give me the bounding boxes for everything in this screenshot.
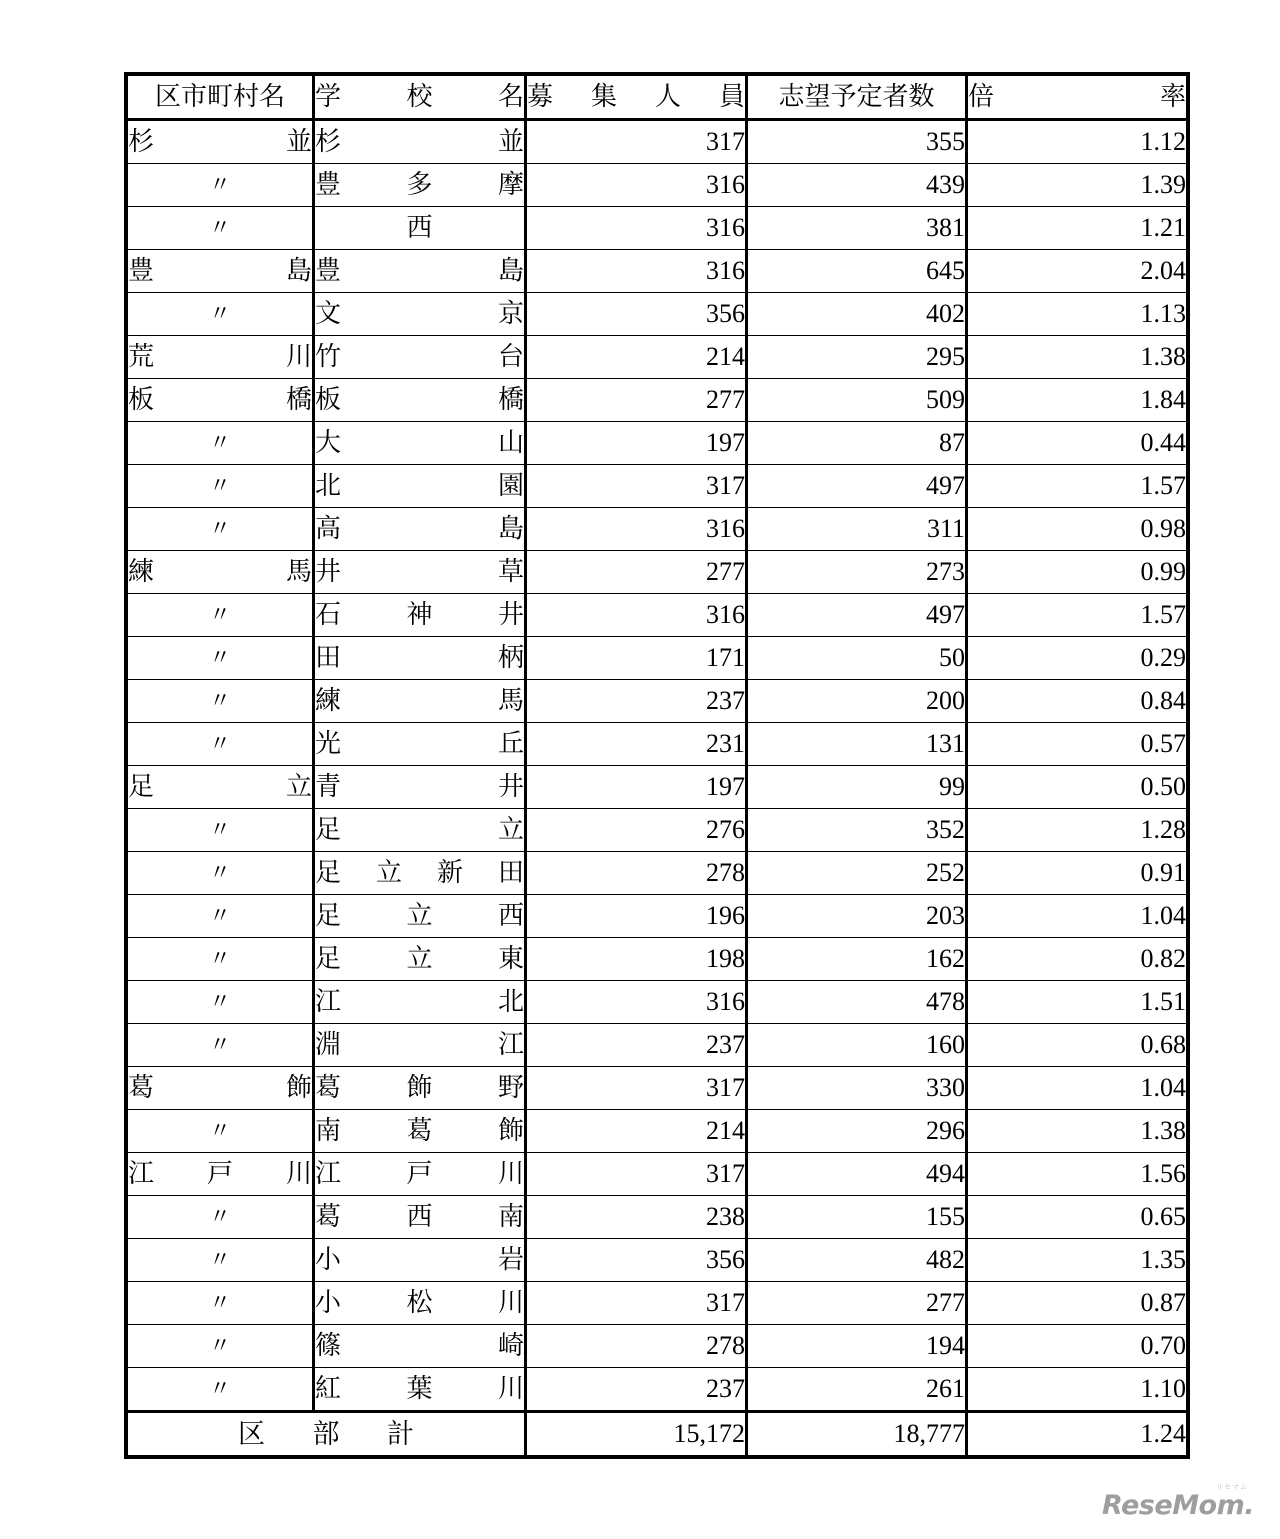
cell-capacity: 356	[526, 293, 747, 336]
cell-municipality-ditto: 〃	[126, 207, 314, 250]
cell-school-name: 南葛飾	[314, 1110, 526, 1153]
cell-applicants: 311	[747, 508, 967, 551]
cell-school-name: 江北	[314, 981, 526, 1024]
cell-capacity: 316	[526, 594, 747, 637]
cell-applicants: 194	[747, 1325, 967, 1368]
table-row	[126, 895, 1188, 938]
cell-municipality: 荒川	[126, 336, 314, 379]
cell-applicants: 203	[747, 895, 967, 938]
cell-capacity: 356	[526, 1239, 747, 1282]
cell-applicants: 87	[747, 422, 967, 465]
cell-capacity: 196	[526, 895, 747, 938]
column-header-applicants-label: 志望予定者数	[778, 82, 935, 111]
cell-applicants: 200	[747, 680, 967, 723]
cell-capacity: 237	[526, 1024, 747, 1067]
cell-applicants: 497	[747, 594, 967, 637]
cell-capacity: 317	[526, 120, 747, 164]
table-row	[126, 120, 1188, 164]
cell-capacity: 316	[526, 981, 747, 1024]
cell-ratio: 1.56	[967, 1153, 1189, 1196]
cell-municipality-ditto: 〃	[126, 852, 314, 895]
table-row	[126, 852, 1188, 895]
table-row	[126, 938, 1188, 981]
cell-municipality: 練馬	[126, 551, 314, 594]
cell-applicants: 162	[747, 938, 967, 981]
cell-capacity: 214	[526, 1110, 747, 1153]
table-row	[126, 551, 1188, 594]
cell-municipality-ditto: 〃	[126, 1239, 314, 1282]
table-row	[126, 981, 1188, 1024]
stats-table-container	[124, 72, 1186, 1459]
cell-school-name: 光丘	[314, 723, 526, 766]
column-header-municipality-label: 区市町村名	[154, 82, 285, 111]
cell-applicants: 295	[747, 336, 967, 379]
table-row	[126, 1239, 1188, 1282]
cell-capacity: 197	[526, 766, 747, 809]
cell-school-name: 紅葉川	[314, 1368, 526, 1412]
column-header-school-label: 学校名	[315, 82, 524, 111]
cell-school-name: 小松川	[314, 1282, 526, 1325]
cell-applicants: 296	[747, 1110, 967, 1153]
cell-ratio: 0.50	[967, 766, 1189, 809]
cell-ratio: 0.99	[967, 551, 1189, 594]
cell-total-applicants: 18,777	[747, 1412, 967, 1458]
cell-municipality: 板橋	[126, 379, 314, 422]
cell-applicants: 381	[747, 207, 967, 250]
cell-ratio: 0.70	[967, 1325, 1189, 1368]
cell-applicants: 277	[747, 1282, 967, 1325]
table-row	[126, 1067, 1188, 1110]
cell-capacity: 237	[526, 1368, 747, 1412]
cell-ratio: 0.68	[967, 1024, 1189, 1067]
table-row	[126, 250, 1188, 293]
cell-capacity: 317	[526, 1153, 747, 1196]
resemom-watermark	[1102, 1482, 1254, 1521]
table-row	[126, 293, 1188, 336]
cell-ratio: 1.38	[967, 1110, 1189, 1153]
cell-applicants: 273	[747, 551, 967, 594]
table-header	[126, 74, 1188, 120]
cell-capacity: 214	[526, 336, 747, 379]
table-row	[126, 1368, 1188, 1412]
cell-capacity: 278	[526, 852, 747, 895]
cell-ratio: 1.12	[967, 120, 1189, 164]
cell-capacity: 316	[526, 207, 747, 250]
cell-municipality-ditto: 〃	[126, 422, 314, 465]
table-row	[126, 1110, 1188, 1153]
cell-ratio: 0.91	[967, 852, 1189, 895]
table-body	[126, 120, 1188, 1458]
cell-school-name: 足立	[314, 809, 526, 852]
cell-school-name: 足立東	[314, 938, 526, 981]
cell-school-name: 足立西	[314, 895, 526, 938]
cell-capacity: 317	[526, 1067, 747, 1110]
table-row	[126, 1024, 1188, 1067]
cell-school-name: 西	[314, 207, 526, 250]
cell-ratio: 0.65	[967, 1196, 1189, 1239]
cell-ratio: 1.39	[967, 164, 1189, 207]
cell-ratio: 0.57	[967, 723, 1189, 766]
cell-capacity: 231	[526, 723, 747, 766]
cell-applicants: 99	[747, 766, 967, 809]
table-row	[126, 1325, 1188, 1368]
cell-capacity: 277	[526, 379, 747, 422]
cell-municipality-ditto: 〃	[126, 680, 314, 723]
cell-school-name: 豊多摩	[314, 164, 526, 207]
table-row	[126, 594, 1188, 637]
cell-total-label: 区部計	[126, 1412, 526, 1458]
cell-capacity: 278	[526, 1325, 747, 1368]
cell-ratio: 1.84	[967, 379, 1189, 422]
cell-applicants: 439	[747, 164, 967, 207]
table-row	[126, 422, 1188, 465]
cell-capacity: 317	[526, 465, 747, 508]
cell-applicants: 494	[747, 1153, 967, 1196]
cell-capacity: 317	[526, 1282, 747, 1325]
table-row	[126, 1196, 1188, 1239]
table-row	[126, 164, 1188, 207]
cell-school-name: 江戸川	[314, 1153, 526, 1196]
cell-ratio: 0.84	[967, 680, 1189, 723]
cell-school-name: 篠崎	[314, 1325, 526, 1368]
column-header-applicants	[747, 74, 967, 120]
cell-ratio: 1.04	[967, 895, 1189, 938]
table-row	[126, 207, 1188, 250]
cell-applicants: 497	[747, 465, 967, 508]
cell-school-name: 北園	[314, 465, 526, 508]
cell-capacity: 237	[526, 680, 747, 723]
cell-municipality-ditto: 〃	[126, 938, 314, 981]
cell-applicants: 160	[747, 1024, 967, 1067]
table-row	[126, 680, 1188, 723]
header-row	[126, 74, 1188, 120]
cell-ratio: 1.10	[967, 1368, 1189, 1412]
cell-municipality-ditto: 〃	[126, 1196, 314, 1239]
cell-school-name: 竹台	[314, 336, 526, 379]
cell-applicants: 155	[747, 1196, 967, 1239]
table-row	[126, 723, 1188, 766]
cell-ratio: 1.13	[967, 293, 1189, 336]
column-header-ratio-label: 倍率	[968, 82, 1186, 111]
cell-capacity: 238	[526, 1196, 747, 1239]
cell-school-name: 石神井	[314, 594, 526, 637]
cell-municipality: 豊島	[126, 250, 314, 293]
table-total-row	[126, 1412, 1188, 1458]
cell-ratio: 1.04	[967, 1067, 1189, 1110]
cell-school-name: 高島	[314, 508, 526, 551]
cell-municipality-ditto: 〃	[126, 465, 314, 508]
watermark-text: ReseMom.	[1102, 1490, 1254, 1521]
cell-school-name: 練馬	[314, 680, 526, 723]
cell-school-name: 杉並	[314, 120, 526, 164]
table-row	[126, 336, 1188, 379]
cell-ratio: 0.29	[967, 637, 1189, 680]
cell-school-name: 葛飾野	[314, 1067, 526, 1110]
watermark-ruby: リセマム	[1216, 1483, 1248, 1491]
table-row	[126, 1282, 1188, 1325]
cell-capacity: 316	[526, 508, 747, 551]
cell-school-name: 青井	[314, 766, 526, 809]
cell-ratio: 0.98	[967, 508, 1189, 551]
cell-municipality-ditto: 〃	[126, 637, 314, 680]
cell-capacity: 198	[526, 938, 747, 981]
cell-ratio: 0.44	[967, 422, 1189, 465]
cell-municipality-ditto: 〃	[126, 895, 314, 938]
cell-applicants: 402	[747, 293, 967, 336]
column-header-capacity	[526, 74, 747, 120]
cell-ratio: 1.28	[967, 809, 1189, 852]
table-row	[126, 379, 1188, 422]
cell-capacity: 197	[526, 422, 747, 465]
column-header-ratio	[967, 74, 1189, 120]
cell-municipality-ditto: 〃	[126, 1110, 314, 1153]
cell-applicants: 261	[747, 1368, 967, 1412]
cell-ratio: 1.21	[967, 207, 1189, 250]
cell-applicants: 645	[747, 250, 967, 293]
table-row	[126, 637, 1188, 680]
cell-municipality-ditto: 〃	[126, 1325, 314, 1368]
cell-ratio: 1.57	[967, 594, 1189, 637]
cell-ratio: 1.38	[967, 336, 1189, 379]
cell-municipality-ditto: 〃	[126, 809, 314, 852]
cell-total-capacity: 15,172	[526, 1412, 747, 1458]
cell-ratio: 2.04	[967, 250, 1189, 293]
cell-school-name: 足立新田	[314, 852, 526, 895]
cell-school-name: 田柄	[314, 637, 526, 680]
column-header-capacity-label: 募集人員	[527, 82, 745, 111]
cell-applicants: 355	[747, 120, 967, 164]
cell-municipality: 杉並	[126, 120, 314, 164]
cell-ratio: 1.51	[967, 981, 1189, 1024]
school-applicants-table	[124, 72, 1190, 1459]
cell-applicants: 482	[747, 1239, 967, 1282]
cell-applicants: 352	[747, 809, 967, 852]
table-row	[126, 1153, 1188, 1196]
cell-municipality-ditto: 〃	[126, 1282, 314, 1325]
cell-capacity: 277	[526, 551, 747, 594]
cell-applicants: 50	[747, 637, 967, 680]
cell-ratio: 0.87	[967, 1282, 1189, 1325]
cell-school-name: 豊島	[314, 250, 526, 293]
cell-school-name: 葛西南	[314, 1196, 526, 1239]
cell-capacity: 171	[526, 637, 747, 680]
table-row	[126, 809, 1188, 852]
cell-municipality: 足立	[126, 766, 314, 809]
table-row	[126, 766, 1188, 809]
cell-municipality-ditto: 〃	[126, 1024, 314, 1067]
cell-municipality-ditto: 〃	[126, 164, 314, 207]
cell-applicants: 509	[747, 379, 967, 422]
cell-ratio: 1.57	[967, 465, 1189, 508]
cell-school-name: 大山	[314, 422, 526, 465]
cell-applicants: 478	[747, 981, 967, 1024]
cell-ratio: 0.82	[967, 938, 1189, 981]
column-header-school	[314, 74, 526, 120]
cell-school-name: 小岩	[314, 1239, 526, 1282]
cell-municipality-ditto: 〃	[126, 1368, 314, 1412]
cell-capacity: 276	[526, 809, 747, 852]
cell-applicants: 252	[747, 852, 967, 895]
cell-ratio: 1.35	[967, 1239, 1189, 1282]
cell-school-name: 板橋	[314, 379, 526, 422]
cell-municipality-ditto: 〃	[126, 723, 314, 766]
cell-applicants: 131	[747, 723, 967, 766]
table-row	[126, 508, 1188, 551]
cell-municipality-ditto: 〃	[126, 594, 314, 637]
cell-municipality-ditto: 〃	[126, 508, 314, 551]
cell-total-ratio: 1.24	[967, 1412, 1189, 1458]
cell-capacity: 316	[526, 250, 747, 293]
cell-school-name: 文京	[314, 293, 526, 336]
cell-school-name: 淵江	[314, 1024, 526, 1067]
cell-municipality-ditto: 〃	[126, 293, 314, 336]
cell-municipality-ditto: 〃	[126, 981, 314, 1024]
cell-municipality: 葛飾	[126, 1067, 314, 1110]
cell-school-name: 井草	[314, 551, 526, 594]
column-header-municipality	[126, 74, 314, 120]
cell-applicants: 330	[747, 1067, 967, 1110]
cell-municipality: 江戸川	[126, 1153, 314, 1196]
table-row	[126, 465, 1188, 508]
cell-capacity: 316	[526, 164, 747, 207]
